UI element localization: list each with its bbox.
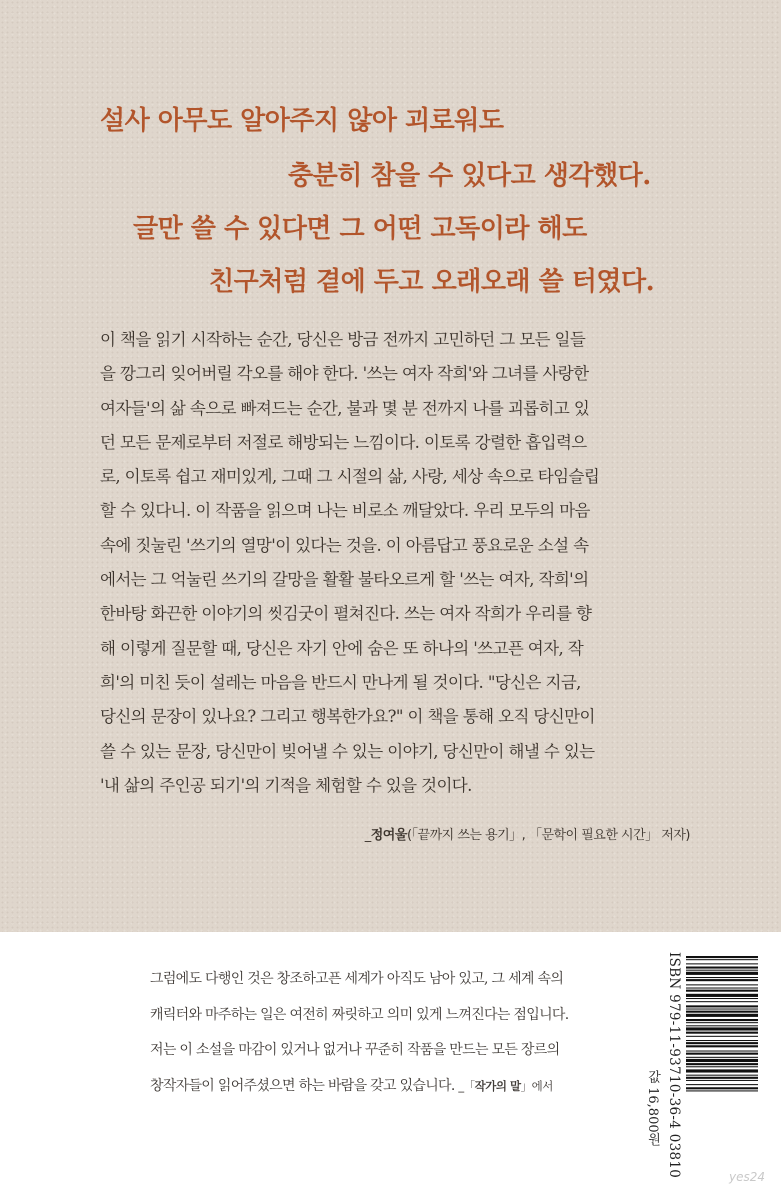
- barcode-bar: [686, 1009, 758, 1010]
- review-line: 한바탕 화끈한 이야기의 씻김굿이 펼쳐진다. 쓰는 여자 작희가 우리를 향: [100, 604, 592, 624]
- barcode-bar: [686, 1077, 758, 1079]
- barcode-bar: [686, 998, 758, 999]
- attribution-books: (「끝까지 쓰는 용기」, 「문학이 필요한 시간」 저자): [406, 828, 690, 843]
- barcode-bar: [686, 1025, 758, 1026]
- barcode-bar: [686, 1040, 758, 1041]
- author-note-line: 캐릭터와 마주하는 일은 여전히 짜릿하고 의미 있게 느껴진다는 점입니다.: [150, 1006, 569, 1023]
- barcode-bar: [686, 1027, 758, 1030]
- barcode-bar: [686, 1084, 758, 1085]
- barcode-bar: [686, 1014, 758, 1017]
- review-line: 을 깡그리 잊어버릴 각오를 해야 한다. '쓰는 여자 작희'와 그녀를 사랑한: [100, 364, 589, 384]
- review-line: 이 책을 읽기 시작하는 순간, 당신은 방금 전까지 고민하던 그 모든 일들: [100, 330, 586, 349]
- barcode-bar: [686, 1069, 758, 1072]
- price-label: 값 16,800원: [645, 1070, 660, 1146]
- review-line: 희'의 미친 듯이 설레는 마음을 반드시 만나게 될 것이다. "당신은 지금,: [100, 672, 581, 692]
- barcode-bar: [686, 984, 758, 985]
- source-prefix: _「: [458, 1078, 475, 1093]
- barcode-bar: [686, 1045, 758, 1047]
- barcode-bar: [686, 956, 758, 958]
- source-title: 작가의 말: [474, 1078, 521, 1093]
- pull-quote-line: 충분히 참을 수 있다고 생각했다.: [288, 161, 651, 191]
- review-line: 여자들'의 삶 속으로 빠져드는 순간, 불과 몇 분 전까지 나를 괴롭히고 있: [100, 398, 590, 418]
- pull-quote-line: 설사 아무도 알아주지 않아 괴로워도: [100, 106, 504, 136]
- author-note-line: 저는 이 소설을 마감이 있거나 없거나 꾸준히 작품을 만드는 모든 장르의: [150, 1042, 560, 1058]
- review-attribution: [365, 824, 690, 843]
- barcode-bar: [686, 1019, 758, 1021]
- barcode-bar: [686, 959, 758, 960]
- author-note-source: [458, 1079, 552, 1093]
- pull-quote-line: 글만 쓸 수 있다면 그 어떤 고독이라 해도: [133, 214, 587, 244]
- barcode-bar: [686, 1080, 758, 1081]
- isbn-barcode: [640, 952, 760, 1184]
- barcode-bar: [686, 977, 758, 978]
- author-note-line: 그럼에도 다행인 것은 창조하고픈 세계가 아직도 남아 있고, 그 세계 속의: [150, 971, 564, 987]
- barcode-bar: [686, 1075, 758, 1076]
- isbn-number: ISBN 979-11-93710-36-4 03810: [666, 952, 682, 1179]
- barcode-bar: [686, 970, 758, 971]
- barcode-bar: [686, 1042, 758, 1044]
- source-suffix: 」에서: [520, 1078, 553, 1093]
- barcode-bar: [686, 1001, 758, 1002]
- barcode-bar: [686, 1063, 758, 1065]
- barcode-bars: [686, 952, 758, 1184]
- review-line: 쓸 수 있는 문장, 당신만이 빚어낼 수 있는 이야기, 당신만이 해낼 수 있는: [100, 741, 595, 761]
- review-line: 속에 짓눌린 '쓰기의 열망'이 있다는 것을. 이 아름답고 풍요로운 소설 속: [100, 535, 589, 555]
- attribution-author: 정여울: [370, 828, 407, 843]
- review-line: 에서는 그 억눌린 쓰기의 갈망을 활활 불타오르게 할 '쓰는 여자, 작희'의: [100, 570, 589, 590]
- review-paragraph: [100, 326, 692, 806]
- barcode-bar: [686, 1066, 758, 1067]
- barcode-bar: [686, 1032, 758, 1034]
- barcode-bar: [686, 967, 758, 969]
- review-line: 로, 이토록 쉽고 재미있게, 그때 그 시절의 삶, 사랑, 세상 속으로 타임슬립: [100, 467, 600, 487]
- author-note-text: 창작자들이 읽어주셨으면 하는 바람을 갖고 있습니다.: [150, 1077, 455, 1094]
- author-note-line-last: [150, 1075, 590, 1111]
- review-line: '내 삶의 주인공 되기'의 기적을 체험할 수 있을 것이다.: [100, 775, 472, 795]
- review-line: 던 모든 문제로부터 저절로 해방되는 느낌이다. 이토록 강렬한 흡입력으: [100, 432, 587, 452]
- barcode-bar: [686, 1011, 758, 1013]
- barcode-bar: [686, 1022, 758, 1023]
- author-note: [150, 968, 590, 1110]
- review-line: 할 수 있다니. 이 작품을 읽으며 나는 비로소 깨달았다. 우리 모두의 마음: [100, 501, 590, 521]
- barcode-bar: [686, 1090, 758, 1091]
- barcode-bar: [686, 994, 758, 997]
- barcode-bar: [686, 972, 758, 975]
- barcode-bar: [686, 1087, 758, 1089]
- attribution-prefix: _: [364, 828, 371, 843]
- pull-quote-line: 친구처럼 곁에 두고 오래오래 쓸 터였다.: [209, 267, 655, 297]
- barcode-bar: [686, 988, 758, 989]
- barcode-bar: [686, 990, 758, 992]
- barcode-bar: [686, 1053, 758, 1055]
- barcode-bar: [686, 1051, 758, 1052]
- review-line: 당신의 문장이 있나요? 그리고 행복한가요?" 이 책을 통해 오직 당신만이: [100, 707, 595, 727]
- review-line: 해 이렇게 질문할 때, 당신은 자기 안에 숨은 또 하나의 '쓰고픈 여자, 작: [100, 638, 584, 658]
- barcode-bar: [686, 1036, 758, 1037]
- barcode-bar: [686, 1005, 758, 1007]
- barcode-bar: [686, 979, 758, 981]
- barcode-bar: [686, 1057, 758, 1058]
- watermark: yes24: [728, 1170, 765, 1184]
- barcode-bar: [686, 1059, 758, 1062]
- barcode-bar: [686, 963, 758, 964]
- back-cover-bottom-panel: [0, 932, 781, 1200]
